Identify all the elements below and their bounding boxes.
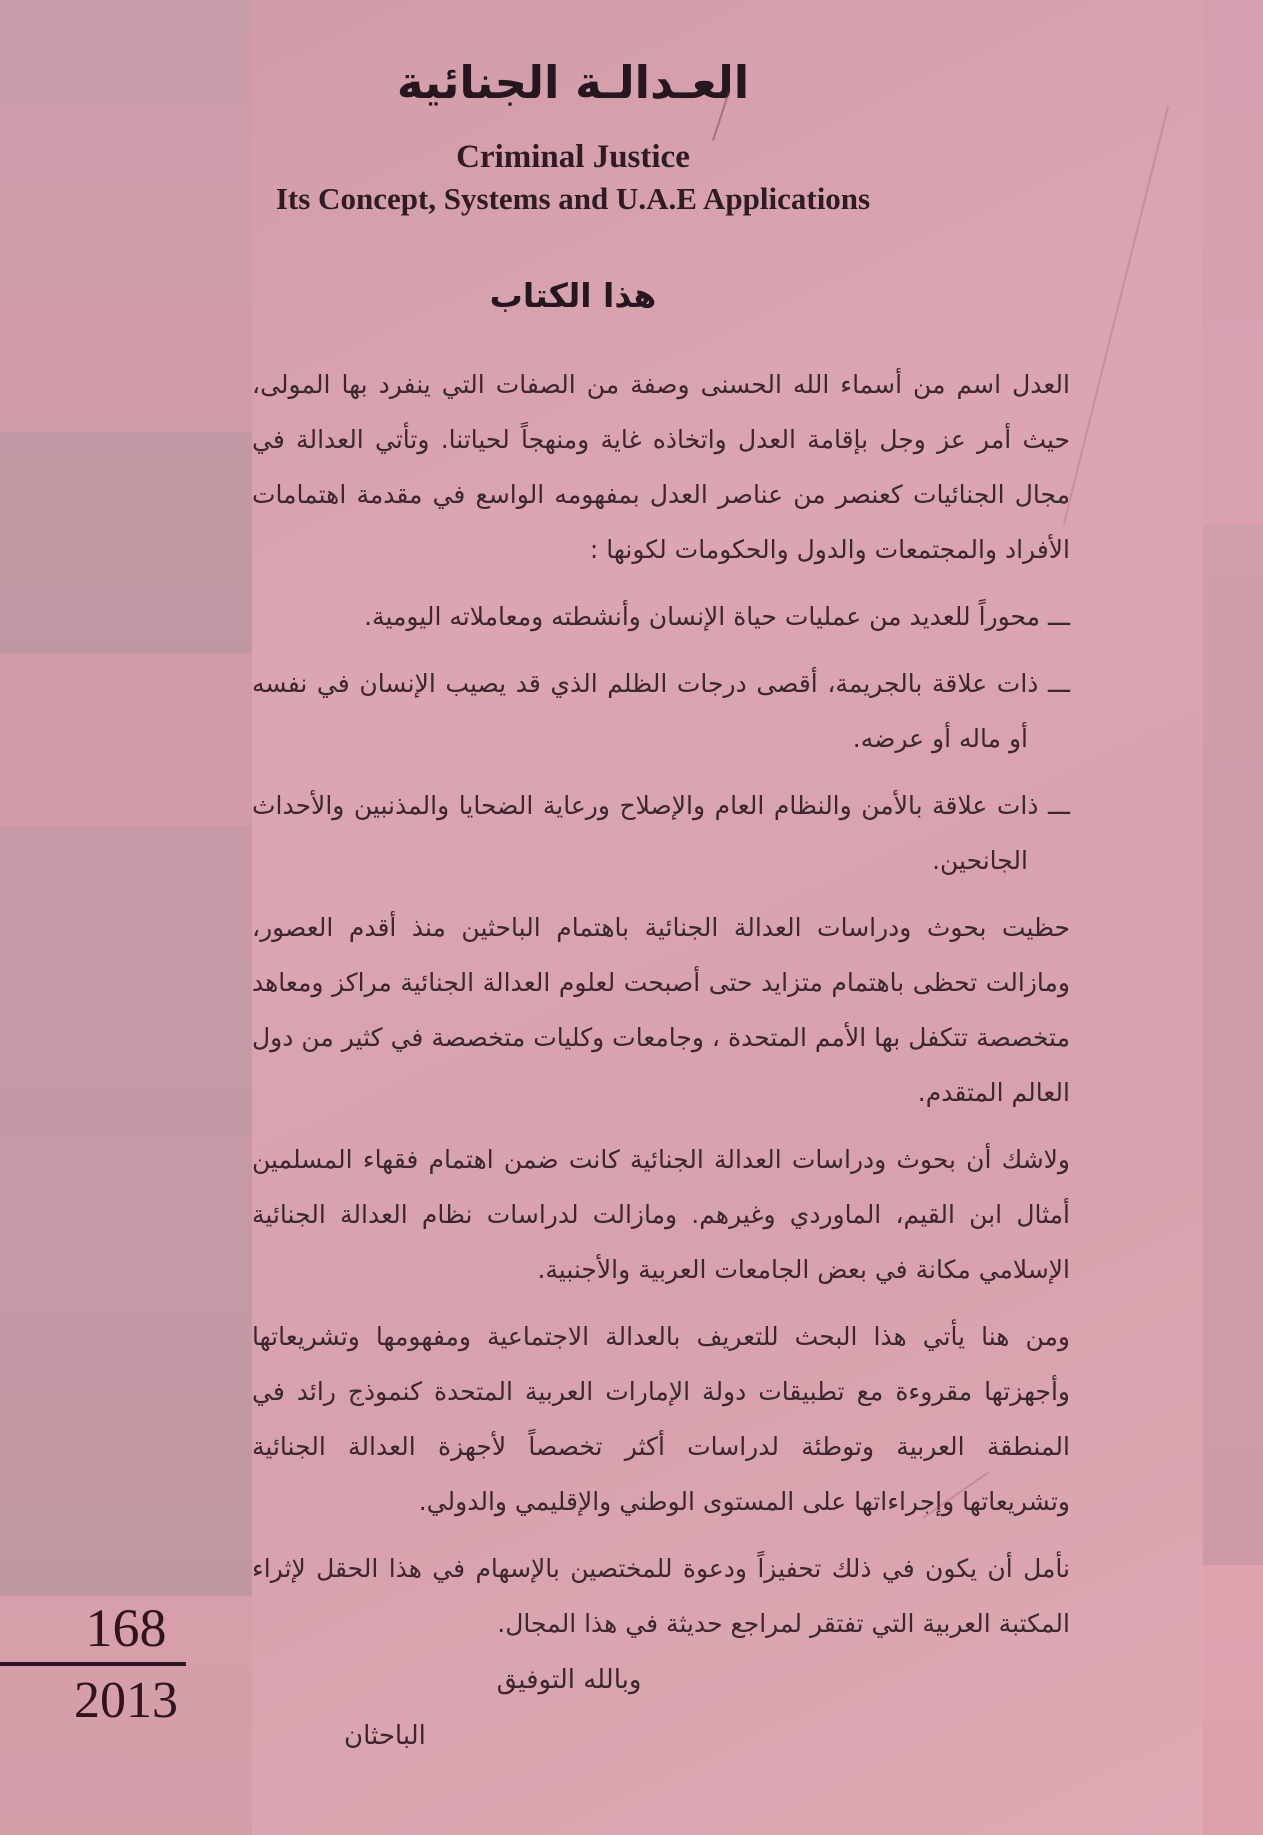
- paragraph-research: حظيت بحوث ودراسات العدالة الجنائية باهتمام الباحثين منذ أقدم العصور، ومازالت تحظى باهتمام متزايد حتى أصبحت لعلوم العدالة الجنائية مراكز ومعاهد متخصصة تتكفل بها الأمم المتحدة ، وجامعات وكليات متخصصة في كثير من دول العالم المتقدم.: [252, 913, 1070, 1107]
- paragraph-hope: نأمل أن يكون في ذلك تحفيزاً ودعوة للمختصين بالإسهام في هذا الحقل لإثراء المكتبة العربية التي تفتقر لمراجع حديثة في هذا المجال.: [252, 1554, 1070, 1638]
- title-block: [164, 56, 982, 218]
- book-title-arabic: العـدالـة الجنائية: [396, 56, 750, 109]
- book-title-english-line2: Its Concept, Systems and U.A.E Applications: [275, 181, 871, 216]
- catalog-number-block: [0, 1598, 252, 1730]
- signature-authors: الباحثان: [344, 1721, 426, 1751]
- section-heading: هذا الكتاب: [489, 276, 657, 315]
- paragraph-purpose: ومن هنا يأتي هذا البحث للتعريف بالعدالة الاجتماعية ومفهومها وتشريعاتها وأجهزتها مقروءة مع تطبيقات دولة الإمارات العربية المتحدة كنموذج رائد في المنطقة العربية وتوطئة لدراسات أكثر تخصصاً لأجهزة العدالة الجنائية وتشريعاتها وإجراءاتها على المستوى الوطني والإقليمي والدولي.: [252, 1322, 1070, 1516]
- blurb-text: [252, 357, 1070, 1651]
- cover-content: [252, 0, 1070, 1835]
- bullet-item-3: ـــ ذات علاقة بالأمن والنظام العام والإصلاح ورعاية الضحايا والمذنبين والأحداث الجانحين.: [252, 791, 1070, 875]
- scratch-mark: [1063, 106, 1169, 524]
- bullet-item-2: ـــ ذات علاقة بالجريمة، أقصى درجات الظلم الذي قد يصيب الإنسان في نفسه أو ماله أو عرضه.: [252, 669, 1070, 753]
- catalog-divider-line: [0, 1662, 186, 1666]
- paragraph-intro: العدل اسم من أسماء الله الحسنى وصفة من الصفات التي ينفرد بها المولى، حيث أمر عز وجل بإقامة العدل واتخاذه غاية ومنهجاً لحياتنا. وتأتي العدالة في مجال الجنائيات كعنصر من عناصر العدل بمفهومه الواسع في مقدمة اهتمامات الأفراد والمجتمعات والدول والحكومات لكونها :: [252, 370, 1070, 564]
- closing-phrase: وبالله التوفيق: [496, 1665, 642, 1695]
- right-edge-strip: [1203, 0, 1263, 1835]
- book-title-english: [164, 137, 982, 218]
- bullet-item-1: ـــ محوراً للعديد من عمليات حياة الإنسان وأنشطته ومعاملاته اليومية.: [364, 602, 1070, 631]
- catalog-year: 2013: [74, 1672, 178, 1729]
- book-title-english-line1: Criminal Justice: [456, 139, 690, 175]
- paragraph-scholars: ولاشك أن بحوث ودراسات العدالة الجنائية كانت ضمن اهتمام فقهاء المسلمين أمثال ابن القيم، الماوردي وغيرهم. ومازالت لدراسات نظام العدالة الجنائية الإسلامي مكانة في بعض الجامعات العربية والأجنبية.: [252, 1145, 1070, 1284]
- right-strip-edge-highlight: [1203, 0, 1263, 1835]
- catalog-number: 168: [85, 1598, 167, 1658]
